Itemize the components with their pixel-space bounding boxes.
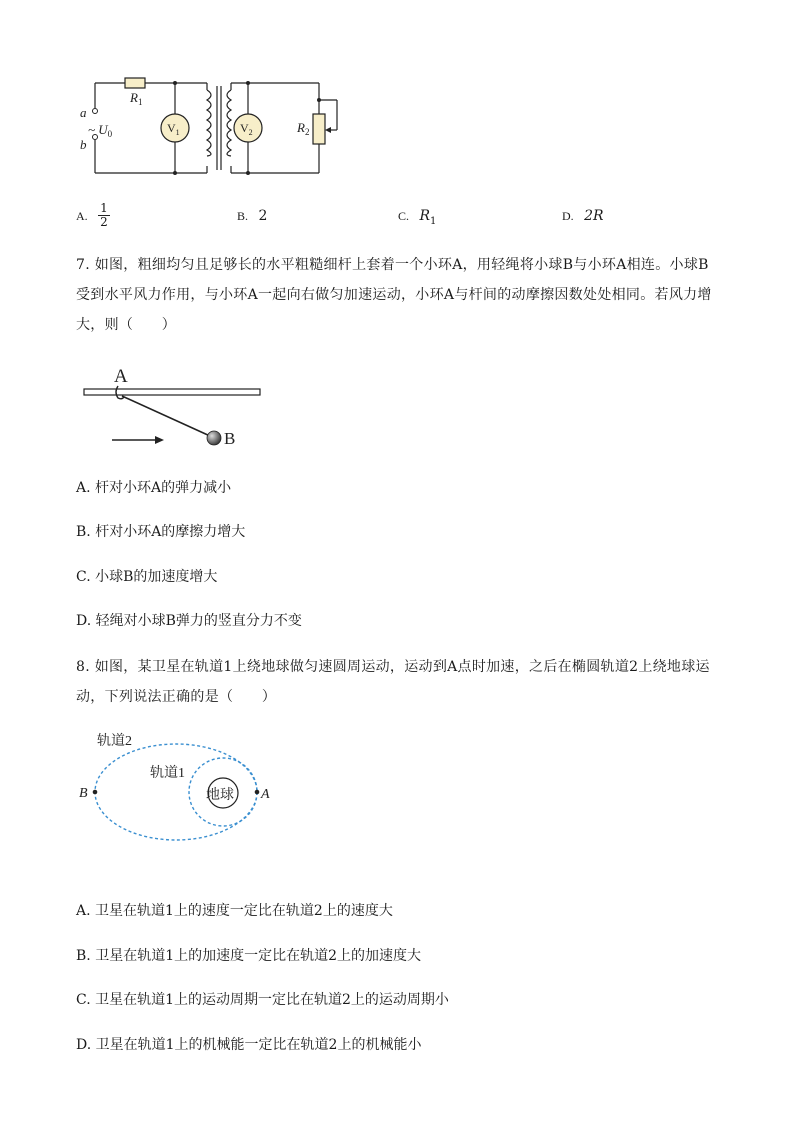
- option-letter: A.: [76, 208, 88, 223]
- orbit-2-label: 轨道2: [97, 734, 132, 749]
- v2-label: V: [240, 121, 249, 135]
- option-value: 2: [258, 208, 268, 224]
- v1-label-sub: 1: [175, 128, 180, 137]
- option-letter: B.: [237, 209, 249, 223]
- r2-label-sub: 2: [304, 127, 310, 137]
- ball-b-label: B: [224, 429, 236, 448]
- svg-text:~ U0: [88, 122, 113, 139]
- terminal-b-label: b: [80, 137, 87, 152]
- svg-text:R2: [296, 120, 309, 137]
- fraction-denominator: 2: [100, 215, 108, 229]
- r2-label: R: [297, 120, 305, 135]
- source-label-sub: 0: [107, 129, 113, 139]
- q6-option-c[interactable]: [398, 206, 436, 232]
- fraction-one-half: [98, 202, 110, 229]
- source-label: ~ U: [88, 122, 108, 137]
- fraction-numerator: 1: [100, 201, 108, 215]
- satellite-orbit-figure: [75, 725, 285, 845]
- ring-ball-figure: [80, 364, 270, 454]
- q7-option-b[interactable]: B. 杆对小环A的摩擦力增大: [76, 524, 246, 540]
- option-value-sub: 1: [430, 215, 437, 227]
- q6-option-a[interactable]: [76, 202, 110, 229]
- option-value: R: [419, 208, 431, 224]
- q7-option-c[interactable]: C. 小球B的加速度增大: [76, 569, 218, 585]
- question-7-text: 7. 如图，粗细均匀且足够长的水平粗糙细杆上套着一个小环A，用轻绳将小球B与小环A相连。小球B受到水平风力作用，与小环A一起向右做匀加速运动，小环A与杆间的动摩擦因数处处相同。若风力增大，则（ ）: [76, 257, 712, 333]
- orbit-1-label: 轨道1: [150, 766, 185, 781]
- transformer-circuit-diagram: [75, 70, 355, 180]
- q7-option-d[interactable]: D. 轻绳对小球B弹力的竖直分力不变: [76, 613, 302, 629]
- earth-label: 地球: [206, 788, 234, 803]
- r1-label-sub: 1: [137, 97, 143, 107]
- point-b-label: B: [79, 786, 88, 801]
- q8-option-a[interactable]: A. 卫星在轨道1上的速度一定比在轨道2上的速度大: [76, 903, 393, 919]
- q8-option-b[interactable]: B. 卫星在轨道1上的加速度一定比在轨道2上的加速度大: [76, 948, 422, 964]
- option-letter: D.: [562, 209, 574, 223]
- q8-option-c[interactable]: C. 卫星在轨道1上的运动周期一定比在轨道2上的运动周期小: [76, 992, 449, 1008]
- v2-label-sub: 2: [248, 128, 253, 137]
- r1-label: R: [130, 90, 138, 105]
- q6-option-b[interactable]: [237, 206, 267, 226]
- terminal-a-label: a: [80, 105, 87, 120]
- svg-text:R1: [129, 90, 142, 107]
- q7-option-a[interactable]: A. 杆对小环A的弹力减小: [76, 480, 232, 496]
- question-8-text: 8. 如图，某卫星在轨道1上绕地球做匀速圆周运动，运动到A点时加速，之后在椭圆轨道2上绕地球运动，下列说法正确的是（ ）: [76, 659, 710, 705]
- option-letter: C.: [398, 209, 410, 223]
- q8-option-d[interactable]: D. 卫星在轨道1上的机械能一定比在轨道2上的机械能小: [76, 1037, 422, 1053]
- option-value: 2R: [584, 208, 604, 224]
- point-a-label: A: [261, 787, 270, 802]
- v1-label: V: [167, 121, 176, 135]
- q6-option-d[interactable]: [562, 206, 604, 226]
- ring-a-label: A: [114, 366, 128, 387]
